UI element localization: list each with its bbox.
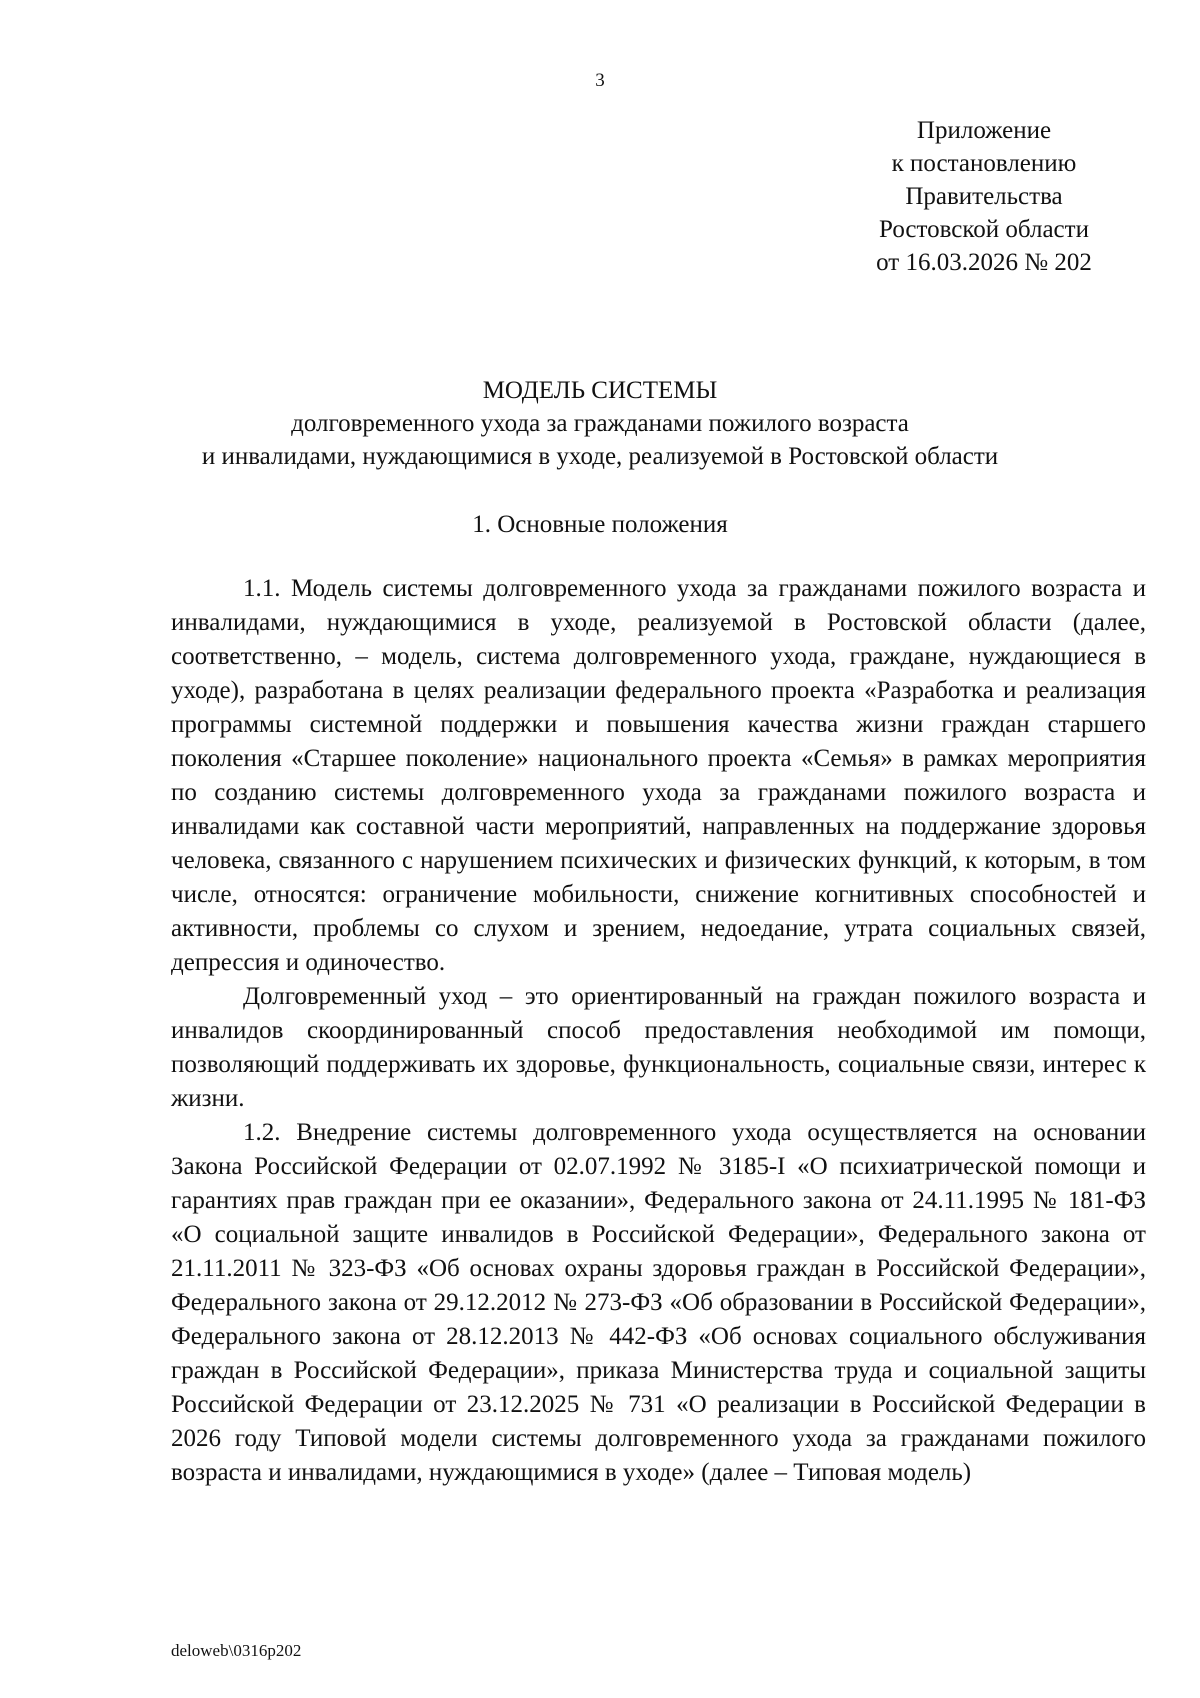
footer-file-reference: deloweb\0316p202 xyxy=(171,1641,302,1660)
paragraph: 1.1. Модель системы долговременного ухода за гражданами пожилого возраста и инвалидами, нуждающимися в уходе, реализуемой в Ростовской области (далее, соответственно, – модель, система долговременного ухода, граждане, нуждающиеся в уходе), разработана в целях реализации федерального проекта «Разработка и реализация программы системной поддержки и повышения качества жизни граждан старшего поколения «Старшее поколение» национального проекта «Семья» в рамках мероприятия по созданию системы долговременного ухода за гражданами пожилого возраста и инвалидами как составной части мероприятий, направленных на поддержание здоровья человека, связанного с нарушением психических и физических функций, к которым, в том числе, относятся: ограничение мобильности, снижение когнитивных способностей и активности, проблемы со слухом и зрением, недоедание, утрата социальных связей, депрессия и одиночество. xyxy=(171,575,1146,976)
page-number: 3 xyxy=(595,70,605,91)
appendix-line: Правительства xyxy=(905,183,1063,210)
appendix-line: Ростовской области xyxy=(879,216,1089,243)
appendix-block xyxy=(834,114,1134,279)
section-heading: 1. Основные положения xyxy=(472,511,728,538)
appendix-line: к постановлению xyxy=(891,150,1077,177)
title-heading: МОДЕЛЬ СИСТЕМЫ xyxy=(482,377,718,404)
paragraph: Долговременный уход – это ориентированный на граждан пожилого возраста и инвалидов скоординированный способ предоставления необходимой им помощи, позволяющий поддерживать их здоровье, функциональность, социальные связи, интерес к жизни. xyxy=(171,983,1146,1112)
title-subtitle-line: долговременного ухода за гражданами пожилого возраста xyxy=(291,410,909,437)
appendix-line: от 16.03.2026 № 202 xyxy=(876,249,1092,276)
appendix-line: Приложение xyxy=(916,117,1052,144)
paragraph: 1.2. Внедрение системы долговременного ухода осуществляется на основании Закона Российской Федерации от 02.07.1992 № 3185-I «О психиатрической помощи и гарантиях прав граждан при ее оказании», Федерального закона от 24.11.1995 № 181-ФЗ «О социальной защите инвалидов в Российской Федерации», Федерального закона от 21.11.2011 № 323-ФЗ «Об основах охраны здоровья граждан в Российской Федерации», Федерального закона от 29.12.2012 № 273-ФЗ «Об образовании в Российской Федерации», Федерального закона от 28.12.2013 № 442-ФЗ «Об основах социального обслуживания граждан в Российской Федерации», приказа Министерства труда и социальной защиты Российской Федерации от 23.12.2025 № 731 «О реализации в Российской Федерации в 2026 году Типовой модели системы долговременного ухода за гражданами пожилого возраста и инвалидами, нуждающимися в уходе» (далее – Типовая модель) xyxy=(171,1119,1146,1486)
title-subtitle-line: и инвалидами, нуждающимися в уходе, реализуемой в Ростовской области xyxy=(201,443,999,470)
body-text xyxy=(171,572,1146,1490)
document-title xyxy=(0,374,1200,473)
